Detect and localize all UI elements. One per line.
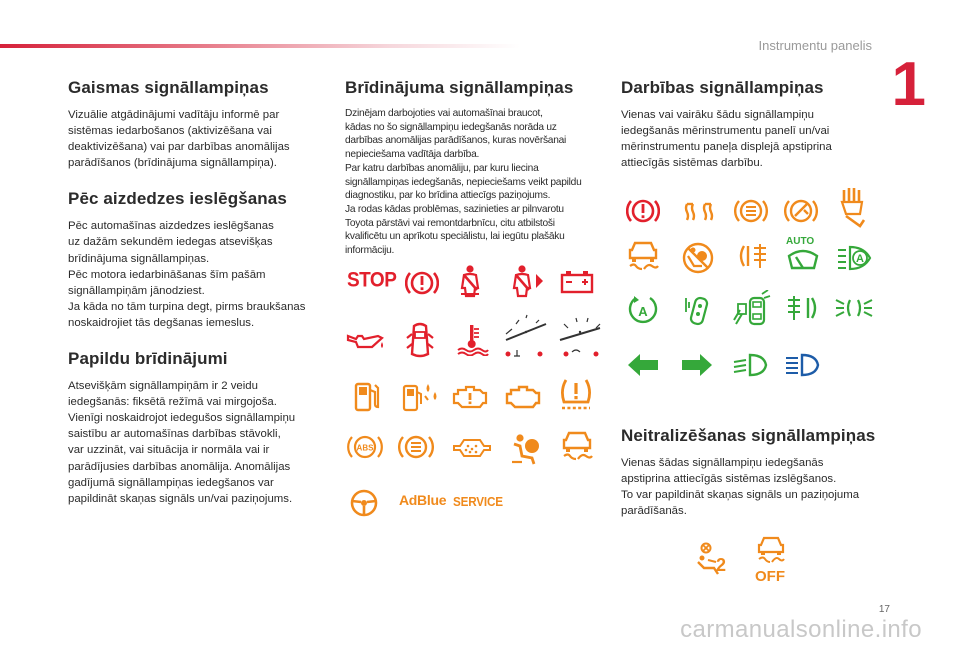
column-warning xyxy=(345,78,607,258)
left-indicator-icon xyxy=(626,352,660,378)
front-fog-light-icon xyxy=(786,294,820,322)
airbag-two-label: 2 xyxy=(716,555,727,575)
electric-parking-brake-icon xyxy=(734,196,768,226)
fuel-filter-water-icon xyxy=(400,380,440,414)
after-ignition-text: Pēc automašīnas aizdedzes ieslēgšanas uz dažām sekundēm iedegas atsevišķas brīdinājuma signāllampiņas. Pēc motora iedarbināšanas šīm pašām signāllampiņām jānodziest. Ja kāda no tām turpina degt, pirms braukšanas noskaidrojiet tās degšanas iemeslus. xyxy=(68,220,306,329)
gauge-warning-icon xyxy=(500,314,550,360)
lights-intro: Vizuālie atgādinājumi vadītāju informē par sistēmas iedarbošanos (aktivizēšana vai deaktivizēšana) vai par darbības anomālijas parādīšanos (brīdinājuma signāllampiņa). xyxy=(68,109,290,170)
tyre-pressure-icon xyxy=(558,376,594,414)
stability-off-label: OFF xyxy=(755,568,785,585)
warning-text: Dzinējam darbojoties vai automašīnai braucot, kādas no šo signāllampiņu iedegšanās norāda uz darbības anomālijas parādīšanos, kuras novēršanai nepieciešama vadītāja darbība. Par katru darbības anomāliju, par kuru liecina signāllampiņas iedegšanās, nepieciešams veikt papildu diagnostiku, par ko brīdina attiecīgs paziņojums. Ja rodas kādas problēmas, sazinieties ar pilnvarotu Toyota pārstāvi vai remontdarbnīcu, citu atbilstoši kvalificētu un aprīkotu speciālistu, lai iegūtu plašāku informāciju. xyxy=(345,108,582,257)
neutral-text: Vienas šādas signāllampiņu iedegšanās apstiprina attiecīgās sistēmas izslēgšanos. To var papildināt skaņas signāls un paziņojuma parādīšanās. xyxy=(621,457,860,518)
stability-off-icon xyxy=(756,534,786,566)
lights-title: Gaismas signāllampiņas xyxy=(68,78,269,97)
airbag-icon xyxy=(508,432,542,466)
after-ignition-title: Pēc aizdedzes ieslēgšanas xyxy=(68,189,287,209)
dipped-beam-icon xyxy=(732,352,768,378)
rear-fog-light-icon xyxy=(736,242,770,270)
airbag-off-icon xyxy=(680,240,716,276)
operation-brake-icon xyxy=(626,196,660,226)
auto-headlights-icon xyxy=(836,244,874,272)
oil-pressure-icon xyxy=(346,330,386,352)
steering-icon xyxy=(347,488,381,518)
parking-brake-fault-icon xyxy=(784,196,818,226)
battery-icon xyxy=(560,270,594,294)
neutral-title: Neitralizēšanas signāllampiņas xyxy=(621,426,876,445)
seatbelt-icon xyxy=(455,264,485,298)
additional-warnings-text: Atsevišķām signāllampiņām ir 2 veidu iedegšanās: fiksētā režīmā vai mirgojoša. Vienīgi noskaidrojot iedegušos signāllampiņu saistību ar automašīnas darbības stāvokli, var uzzināt, vai situācija ir normāla vai ir parādījusies darbības anomālija. Anomālijas gadījumā signāllampiņas iedegšanos var papildināt skaņas signāls un/vai paziņojums. xyxy=(68,380,296,505)
abs-icon xyxy=(347,432,383,462)
lane-keep-icon xyxy=(732,290,772,328)
engine-icon xyxy=(505,384,541,410)
column-neutral xyxy=(621,426,891,519)
engine-fault-icon xyxy=(452,384,488,410)
svg-text:A: A xyxy=(638,304,648,319)
remote-light-icon xyxy=(684,292,710,328)
foot-on-brake-icon xyxy=(836,186,870,228)
auto-wiper-label: AUTO xyxy=(786,236,815,247)
particle-filter-icon xyxy=(452,436,492,460)
column-operation xyxy=(621,78,891,171)
brake-warning-icon xyxy=(405,268,439,298)
warning-title: Brīdinājuma signāllampiņas xyxy=(345,78,574,97)
operation-text: Vienas vai vairāku šādu signāllampiņu iedegšanās mērinstrumentu panelī un/vai mērinstrumentu paneļa displejā apstiprina attiecīgās sistēmas darbību. xyxy=(621,109,832,170)
passenger-seatbelt-icon xyxy=(505,264,545,298)
right-indicator-icon xyxy=(680,352,714,378)
chapter-title: Instrumentu panelis xyxy=(758,38,872,53)
adblue-icon: AdBlue xyxy=(399,492,447,508)
column-lights xyxy=(68,78,330,507)
svg-text:A: A xyxy=(856,253,864,265)
stability-control-icon xyxy=(560,428,594,464)
service-icon: SERVICE xyxy=(453,494,503,509)
preheating-icon xyxy=(683,200,717,222)
brake-assist-icon xyxy=(398,432,434,462)
stop-start-icon xyxy=(626,294,660,326)
fuel-level-icon xyxy=(352,380,382,414)
side-lights-icon xyxy=(834,296,874,320)
header-stripe xyxy=(0,44,520,48)
gauge-warning-icon-2 xyxy=(556,314,606,360)
additional-warnings-title: Papildu brīdinājumi xyxy=(68,349,228,369)
stability-active-icon xyxy=(626,238,660,274)
chapter-number: 1 xyxy=(891,50,926,119)
operation-title: Darbības signāllampiņas xyxy=(621,78,824,97)
coolant-temperature-icon xyxy=(455,322,489,356)
main-beam-icon xyxy=(784,352,820,378)
watermark: carmanualsonline.info xyxy=(680,616,922,643)
page-number: 17 xyxy=(878,604,890,615)
svg-text:ABS: ABS xyxy=(356,443,374,453)
auto-wiper-icon xyxy=(786,248,820,274)
stop-warning-icon: STOP xyxy=(347,268,397,292)
door-open-icon xyxy=(405,320,435,360)
